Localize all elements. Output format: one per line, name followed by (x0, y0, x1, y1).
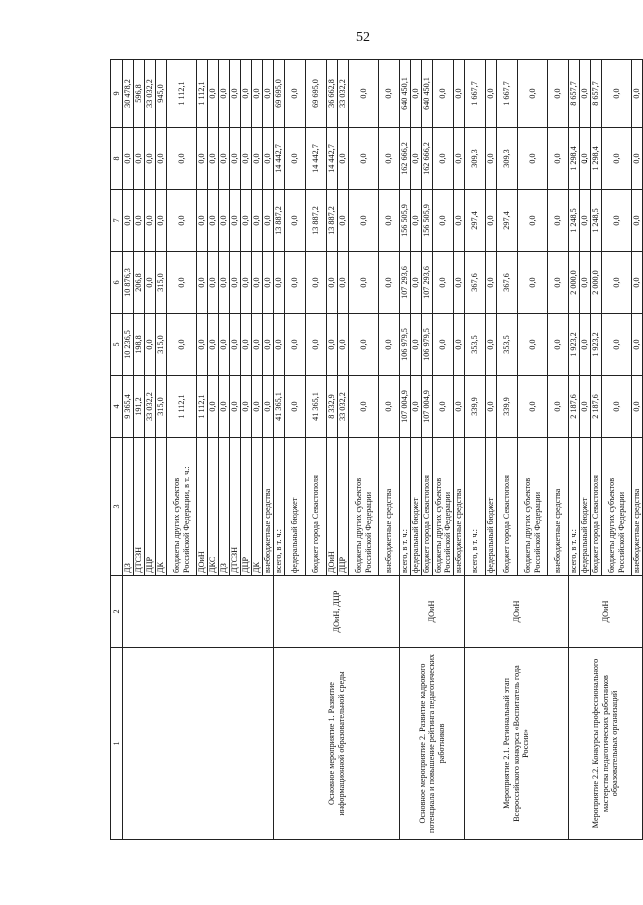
amount-cell: 0,0 (219, 190, 230, 252)
amount-cell: 0,0 (454, 128, 465, 190)
amount-cell: 1 248,5 (569, 190, 580, 252)
amount-cell: 0,0 (252, 60, 263, 128)
amount-cell: 107 293,6 (400, 252, 411, 314)
funding-source-cell: внебюджетные средства (548, 438, 569, 576)
amount-cell: 0,0 (411, 314, 422, 376)
amount-cell: 0,0 (208, 252, 219, 314)
amount-cell: 0,0 (338, 190, 349, 252)
amount-cell: 156 505,9 (422, 190, 433, 252)
measure-name-cell: Основное мероприятие 2. Развитие кадрового потенциала и повышение рейтинга педагогических работников (400, 648, 465, 840)
amount-cell: 0,0 (219, 376, 230, 438)
amount-cell: 0,0 (252, 376, 263, 438)
amount-cell: 10 236,5 (123, 314, 134, 376)
amount-cell: 0,0 (208, 60, 219, 128)
amount-cell: 0,0 (518, 314, 548, 376)
amount-cell: 0,0 (433, 252, 454, 314)
amount-cell: 0,0 (580, 190, 591, 252)
funding-source-cell: ДТСЗН (230, 438, 241, 576)
amount-cell: 0,0 (241, 252, 252, 314)
amount-cell: 0,0 (285, 252, 306, 314)
amount-cell: 0,0 (486, 252, 497, 314)
executor-cell: ДОиН, ДЦР (274, 576, 400, 648)
amount-cell: 0,0 (454, 252, 465, 314)
financing-table (110, 59, 643, 840)
amount-cell: 1 112,1 (167, 376, 197, 438)
amount-cell: 0,0 (580, 128, 591, 190)
funding-source-cell: бюджет города Севастополя (497, 438, 518, 576)
amount-cell: 0,0 (411, 190, 422, 252)
amount-cell: 0,0 (241, 128, 252, 190)
amount-cell: 0,0 (145, 314, 156, 376)
amount-cell: 107 004,9 (422, 376, 433, 438)
amount-cell: 0,0 (197, 190, 208, 252)
amount-cell: 0,0 (134, 128, 145, 190)
funding-source-cell: федеральный бюджет (486, 438, 497, 576)
amount-cell: 640 450,1 (400, 60, 411, 128)
amount-cell: 0,0 (433, 314, 454, 376)
amount-cell: 1 667,7 (497, 60, 518, 128)
amount-cell: 0,0 (230, 60, 241, 128)
funding-source-cell: федеральный бюджет (285, 438, 306, 576)
amount-cell: 36 662,8 (327, 60, 338, 128)
funding-source-cell: бюджет города Севастополя (306, 438, 327, 576)
amount-cell: 33 032,2 (338, 60, 349, 128)
amount-cell: 0,0 (454, 190, 465, 252)
amount-cell: 0,0 (454, 376, 465, 438)
amount-cell: 0,0 (338, 314, 349, 376)
amount-cell: 162 666,2 (422, 128, 433, 190)
amount-cell: 0,0 (263, 314, 274, 376)
amount-cell: 33 032,2 (145, 60, 156, 128)
measure-name-cell (123, 648, 274, 840)
amount-cell: 0,0 (156, 190, 167, 252)
amount-cell: 0,0 (548, 128, 569, 190)
table-body (123, 60, 643, 840)
amount-cell: 0,0 (602, 190, 632, 252)
amount-cell: 1 667,7 (465, 60, 486, 128)
amount-cell: 0,0 (252, 128, 263, 190)
amount-cell: 0,0 (197, 314, 208, 376)
amount-cell: 0,0 (433, 376, 454, 438)
funding-source-cell: всего, в т. ч.: (569, 438, 580, 576)
amount-cell: 41 365,1 (306, 376, 327, 438)
amount-cell: 107 293,6 (422, 252, 433, 314)
amount-cell: 0,0 (454, 314, 465, 376)
amount-cell: 0,0 (167, 314, 197, 376)
amount-cell: 0,0 (518, 60, 548, 128)
amount-cell: 0,0 (518, 128, 548, 190)
amount-cell: 297,4 (497, 190, 518, 252)
amount-cell: 0,0 (274, 314, 285, 376)
executor-cell: ДОиН (465, 576, 569, 648)
funding-source-cell: ДОиН (197, 438, 208, 576)
amount-cell: 0,0 (433, 60, 454, 128)
amount-cell: 106 979,5 (400, 314, 411, 376)
header-cell: 9 (111, 60, 123, 128)
amount-cell: 0,0 (145, 252, 156, 314)
amount-cell: 0,0 (263, 252, 274, 314)
funding-source-cell: всего, в т. ч.: (465, 438, 486, 576)
amount-cell: 0,0 (167, 128, 197, 190)
amount-cell: 0,0 (285, 376, 306, 438)
amount-cell: 0,0 (548, 376, 569, 438)
amount-cell: 0,0 (252, 252, 263, 314)
amount-cell: 0,0 (580, 314, 591, 376)
amount-cell: 156 505,9 (400, 190, 411, 252)
amount-cell: 0,0 (602, 376, 632, 438)
amount-cell: 0,0 (197, 252, 208, 314)
amount-cell: 0,0 (433, 128, 454, 190)
funding-source-cell: бюджеты других субъектов Российской Федерации (433, 438, 454, 576)
funding-source-cell: бюджет города Севастополя (422, 438, 433, 576)
amount-cell: 14 442,7 (327, 128, 338, 190)
amount-cell: 0,0 (208, 190, 219, 252)
amount-cell: 0,0 (349, 376, 379, 438)
amount-cell: 0,0 (230, 376, 241, 438)
amount-cell: 0,0 (379, 314, 400, 376)
amount-cell: 945,0 (156, 60, 167, 128)
amount-cell: 0,0 (632, 128, 643, 190)
funding-source-cell: ДЗ (123, 438, 134, 576)
funding-source-cell: всего, в т. ч.: (400, 438, 411, 576)
amount-cell: 0,0 (486, 128, 497, 190)
amount-cell: 0,0 (306, 314, 327, 376)
amount-cell: 0,0 (230, 252, 241, 314)
amount-cell: 367,6 (465, 252, 486, 314)
amount-cell: 0,0 (263, 60, 274, 128)
amount-cell: 297,4 (465, 190, 486, 252)
amount-cell: 0,0 (208, 128, 219, 190)
amount-cell: 0,0 (349, 314, 379, 376)
page-number: 52 (356, 30, 370, 45)
amount-cell: 13 887,2 (274, 190, 285, 252)
amount-cell: 0,0 (219, 60, 230, 128)
funding-source-cell: бюджеты других субъектов Российской Федерации (518, 438, 548, 576)
executor-cell: ДОиН (569, 576, 643, 648)
amount-cell: 0,0 (433, 190, 454, 252)
amount-cell: 0,0 (134, 190, 145, 252)
funding-source-cell: ДЦР (338, 438, 349, 576)
funding-source-cell: ДЦР (241, 438, 252, 576)
amount-cell: 1 298,4 (591, 128, 602, 190)
amount-cell: 0,0 (327, 252, 338, 314)
rotated-table-sheet (110, 60, 642, 840)
amount-cell: 0,0 (167, 252, 197, 314)
amount-cell: 0,0 (602, 60, 632, 128)
amount-cell: 0,0 (580, 60, 591, 128)
amount-cell: 315,0 (156, 314, 167, 376)
funding-source-cell: ДКС (208, 438, 219, 576)
header-row (111, 60, 123, 840)
funding-source-cell: федеральный бюджет (580, 438, 591, 576)
table-row (274, 60, 285, 840)
amount-cell: 0,0 (230, 190, 241, 252)
amount-cell: 14 442,7 (306, 128, 327, 190)
amount-cell: 107 004,9 (400, 376, 411, 438)
funding-source-cell: бюджеты других субъектов Российской Федерации (349, 438, 379, 576)
amount-cell: 0,0 (349, 190, 379, 252)
funding-source-cell: ДЦР (145, 438, 156, 576)
amount-cell: 0,0 (602, 252, 632, 314)
table-row (123, 60, 134, 840)
funding-source-cell: внебюджетные средства (379, 438, 400, 576)
amount-cell: 0,0 (274, 252, 285, 314)
amount-cell: 0,0 (632, 60, 643, 128)
funding-source-cell: бюджеты других субъектов Российской Федерации (602, 438, 632, 576)
measure-name-cell: Основное мероприятие 1. Развитие информационной образовательной среды (274, 648, 400, 840)
executor-cell (123, 576, 274, 648)
amount-cell: 1 112,1 (197, 376, 208, 438)
amount-cell: 0,0 (349, 252, 379, 314)
funding-source-cell: ДК (156, 438, 167, 576)
amount-cell: 191,2 (134, 376, 145, 438)
amount-cell: 1 112,1 (197, 60, 208, 128)
funding-source-cell: ДК (252, 438, 263, 576)
amount-cell: 0,0 (411, 252, 422, 314)
measure-name-cell: Мероприятие 2.1. Региональный этап Всероссийского конкурса «Воспитатель года России» (465, 648, 569, 840)
amount-cell: 0,0 (632, 314, 643, 376)
amount-cell: 0,0 (263, 376, 274, 438)
funding-source-cell: ДЗ (219, 438, 230, 576)
amount-cell: 0,0 (241, 376, 252, 438)
amount-cell: 0,0 (548, 60, 569, 128)
amount-cell: 0,0 (411, 376, 422, 438)
amount-cell: 2 187,6 (569, 376, 580, 438)
amount-cell: 0,0 (454, 60, 465, 128)
amount-cell: 0,0 (548, 190, 569, 252)
amount-cell: 0,0 (486, 376, 497, 438)
amount-cell: 30 478,2 (123, 60, 134, 128)
header-cell: 7 (111, 190, 123, 252)
amount-cell: 0,0 (145, 128, 156, 190)
amount-cell: 0,0 (306, 252, 327, 314)
amount-cell: 339,9 (465, 376, 486, 438)
amount-cell: 8 657,7 (591, 60, 602, 128)
amount-cell: 339,9 (497, 376, 518, 438)
amount-cell: 0,0 (379, 128, 400, 190)
amount-cell: 13 887,2 (327, 190, 338, 252)
amount-cell: 2 187,6 (591, 376, 602, 438)
amount-cell: 2 000,0 (569, 252, 580, 314)
amount-cell: 0,0 (632, 252, 643, 314)
amount-cell: 162 666,2 (400, 128, 411, 190)
amount-cell: 69 695,0 (306, 60, 327, 128)
funding-source-cell: федеральный бюджет (411, 438, 422, 576)
amount-cell: 0,0 (241, 60, 252, 128)
amount-cell: 206,8 (134, 252, 145, 314)
header-cell: 8 (111, 128, 123, 190)
funding-source-cell: внебюджетные средства (632, 438, 643, 576)
amount-cell: 0,0 (145, 190, 156, 252)
amount-cell: 1 112,1 (167, 60, 197, 128)
amount-cell: 0,0 (123, 128, 134, 190)
amount-cell: 0,0 (219, 252, 230, 314)
amount-cell: 0,0 (208, 314, 219, 376)
amount-cell: 0,0 (285, 60, 306, 128)
amount-cell: 1 923,2 (569, 314, 580, 376)
amount-cell: 106 979,5 (422, 314, 433, 376)
amount-cell: 0,0 (241, 314, 252, 376)
amount-cell: 0,0 (123, 190, 134, 252)
amount-cell: 0,0 (379, 376, 400, 438)
funding-source-cell: ДОиН (327, 438, 338, 576)
header-cell: 2 (111, 576, 123, 648)
amount-cell: 41 365,1 (274, 376, 285, 438)
amount-cell: 198,8 (134, 314, 145, 376)
amount-cell: 0,0 (379, 60, 400, 128)
amount-cell: 0,0 (486, 60, 497, 128)
amount-cell: 0,0 (156, 128, 167, 190)
amount-cell: 353,5 (465, 314, 486, 376)
amount-cell: 14 442,7 (274, 128, 285, 190)
amount-cell: 309,3 (465, 128, 486, 190)
amount-cell: 0,0 (241, 190, 252, 252)
amount-cell: 8 657,7 (569, 60, 580, 128)
amount-cell: 0,0 (602, 314, 632, 376)
amount-cell: 0,0 (219, 128, 230, 190)
amount-cell: 1 923,2 (591, 314, 602, 376)
amount-cell: 640 450,1 (422, 60, 433, 128)
header-cell: 1 (111, 648, 123, 840)
amount-cell: 0,0 (252, 190, 263, 252)
amount-cell: 0,0 (518, 252, 548, 314)
amount-cell: 0,0 (602, 128, 632, 190)
amount-cell: 1 248,5 (591, 190, 602, 252)
amount-cell: 309,3 (497, 128, 518, 190)
amount-cell: 8 332,9 (327, 376, 338, 438)
amount-cell: 0,0 (379, 190, 400, 252)
executor-cell: ДОиН (400, 576, 465, 648)
amount-cell: 0,0 (208, 376, 219, 438)
amount-cell: 0,0 (167, 190, 197, 252)
amount-cell: 0,0 (349, 128, 379, 190)
amount-cell: 0,0 (338, 252, 349, 314)
amount-cell: 33 032,2 (338, 376, 349, 438)
amount-cell: 2 000,0 (591, 252, 602, 314)
amount-cell: 1 298,4 (569, 128, 580, 190)
funding-source-cell: внебюджетные средства (454, 438, 465, 576)
amount-cell: 0,0 (327, 314, 338, 376)
amount-cell: 0,0 (486, 314, 497, 376)
amount-cell: 0,0 (263, 128, 274, 190)
amount-cell: 0,0 (379, 252, 400, 314)
amount-cell: 596,8 (134, 60, 145, 128)
amount-cell: 69 695,0 (274, 60, 285, 128)
amount-cell: 0,0 (411, 60, 422, 128)
amount-cell: 0,0 (230, 314, 241, 376)
amount-cell: 0,0 (518, 376, 548, 438)
amount-cell: 0,0 (580, 252, 591, 314)
amount-cell: 353,5 (497, 314, 518, 376)
amount-cell: 315,0 (156, 252, 167, 314)
amount-cell: 0,0 (349, 60, 379, 128)
funding-source-cell: внебюджетные средства (263, 438, 274, 576)
amount-cell: 0,0 (263, 190, 274, 252)
amount-cell: 315,0 (156, 376, 167, 438)
funding-source-cell: всего, в т. ч.: (274, 438, 285, 576)
amount-cell: 367,6 (497, 252, 518, 314)
amount-cell: 0,0 (285, 190, 306, 252)
funding-source-cell: бюджеты других субъектов Российской Федерации, в т. ч.: (167, 438, 197, 576)
header-cell: 3 (111, 438, 123, 576)
amount-cell: 0,0 (197, 128, 208, 190)
amount-cell: 0,0 (285, 314, 306, 376)
amount-cell: 10 876,3 (123, 252, 134, 314)
amount-cell: 0,0 (338, 128, 349, 190)
amount-cell: 0,0 (486, 190, 497, 252)
amount-cell: 0,0 (580, 376, 591, 438)
header-cell: 6 (111, 252, 123, 314)
amount-cell: 0,0 (230, 128, 241, 190)
measure-name-cell: Мероприятие 2.2. Конкурсы профессионального мастерства педагогических работников образовательных организаций (569, 648, 643, 840)
amount-cell: 0,0 (548, 252, 569, 314)
table-row (569, 60, 580, 840)
amount-cell: 0,0 (632, 190, 643, 252)
amount-cell: 0,0 (548, 314, 569, 376)
table-row (465, 60, 486, 840)
header-cell: 4 (111, 376, 123, 438)
funding-source-cell: ДТСЗН (134, 438, 145, 576)
header-cell: 5 (111, 314, 123, 376)
amount-cell: 0,0 (285, 128, 306, 190)
amount-cell: 33 032,2 (145, 376, 156, 438)
amount-cell: 0,0 (411, 128, 422, 190)
amount-cell: 0,0 (219, 314, 230, 376)
amount-cell: 13 887,2 (306, 190, 327, 252)
amount-cell: 0,0 (518, 190, 548, 252)
amount-cell: 9 365,4 (123, 376, 134, 438)
funding-source-cell: бюджет города Севастополя (591, 438, 602, 576)
table-row (400, 60, 411, 840)
amount-cell: 0,0 (632, 376, 643, 438)
amount-cell: 0,0 (252, 314, 263, 376)
